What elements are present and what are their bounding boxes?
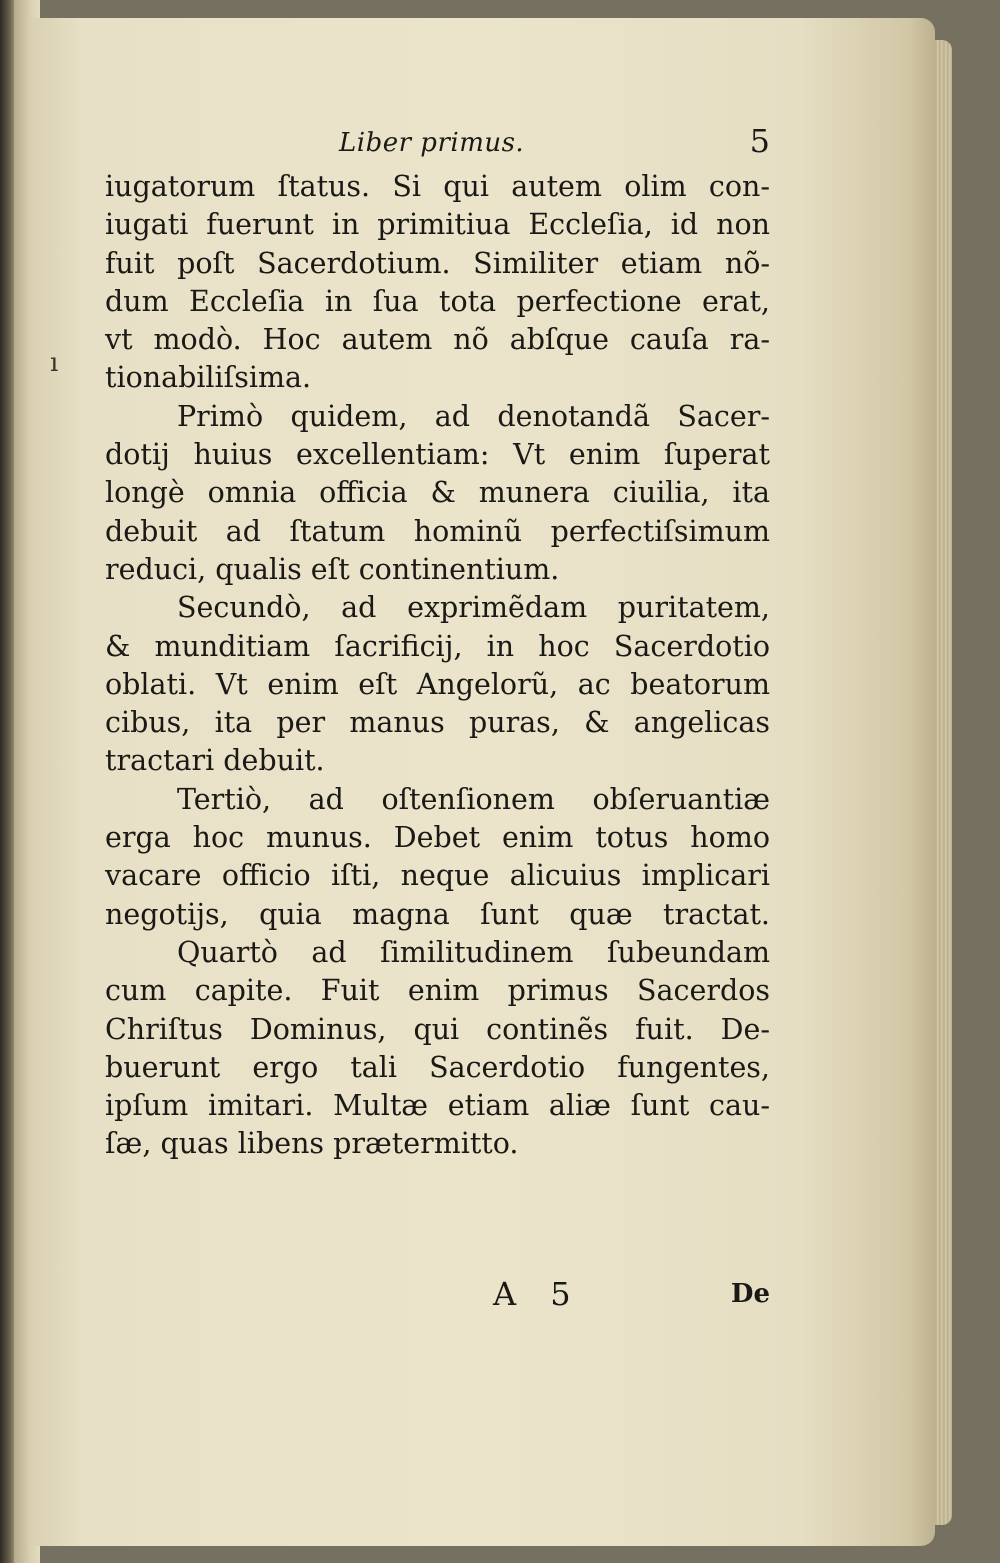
- text-line: reduci, qualis eſt continentium.: [105, 552, 560, 586]
- text-line: cum capite. Fuit enim primus Sacerdos: [105, 974, 770, 1008]
- running-title: Liber primus.: [339, 128, 525, 158]
- signature-mark: A 5: [493, 1275, 583, 1313]
- body-text: [105, 168, 770, 1164]
- text-line: fuit poſt Sacerdotium. Similiter etiam nõ-: [105, 246, 770, 280]
- page-number: 5: [749, 122, 770, 160]
- text-line: ſæ, quas libens prætermitto.: [105, 1127, 519, 1161]
- text-line: ipſum imitari. Multæ etiam aliæ ſunt cau-: [105, 1089, 770, 1123]
- text-line: & munditiam ſacrificij, in hoc Sacerdotio: [105, 629, 770, 663]
- text-line: Chriſtus Dominus, qui continẽs fuit. De-: [105, 1012, 770, 1046]
- text-line: oblati. Vt enim eſt Angelorũ, ac beatorum: [105, 667, 770, 701]
- text-line: iugati fuerunt in primitiua Eccleſia, id non: [105, 208, 770, 242]
- text-line: longè omnia officia & munera ciuilia, ita: [105, 476, 770, 510]
- text-line: Tertiò, ad oſtenſionem obſeruantiæ: [177, 782, 770, 816]
- text-line: negotijs, quia magna ſunt quæ tractat.: [105, 897, 770, 931]
- text-line: buerunt ergo tali Sacerdotio fungentes,: [105, 1050, 770, 1084]
- text-line: Quartò ad ſimilitudinem ſubeundam: [177, 935, 770, 969]
- text-line: Primò quidem, ad denotandã Sacer-: [177, 399, 770, 433]
- text-line: debuit ad ſtatum hominũ perfectiſsimum: [105, 514, 770, 548]
- text-line: iugatorum ſtatus. Si qui autem olim con-: [105, 170, 770, 203]
- text-line: tractari debuit.: [105, 744, 325, 778]
- catchword: De: [730, 1279, 770, 1309]
- text-line: dotij huius excellentiam: Vt enim ſuperat: [105, 438, 770, 472]
- text-line: cibus, ita per manus puras, & angelicas: [105, 706, 770, 740]
- text-line: dum Eccleſia in ſua tota perfectione erat,: [105, 284, 770, 318]
- text-line: erga hoc munus. Debet enim totus homo: [105, 821, 770, 855]
- text-line: Secundò, ad exprimẽdam puritatem,: [177, 591, 770, 625]
- text-line: tionabiliſsima.: [105, 361, 312, 395]
- page-header: [105, 122, 770, 168]
- text-line: vt modò. Hoc autem nõ abſque cauſa ra-: [105, 323, 770, 357]
- text-line: vacare officio iſti, neque alicuius implicari: [105, 859, 770, 893]
- margin-mark: ı: [50, 348, 59, 378]
- page-footer: [105, 1275, 770, 1325]
